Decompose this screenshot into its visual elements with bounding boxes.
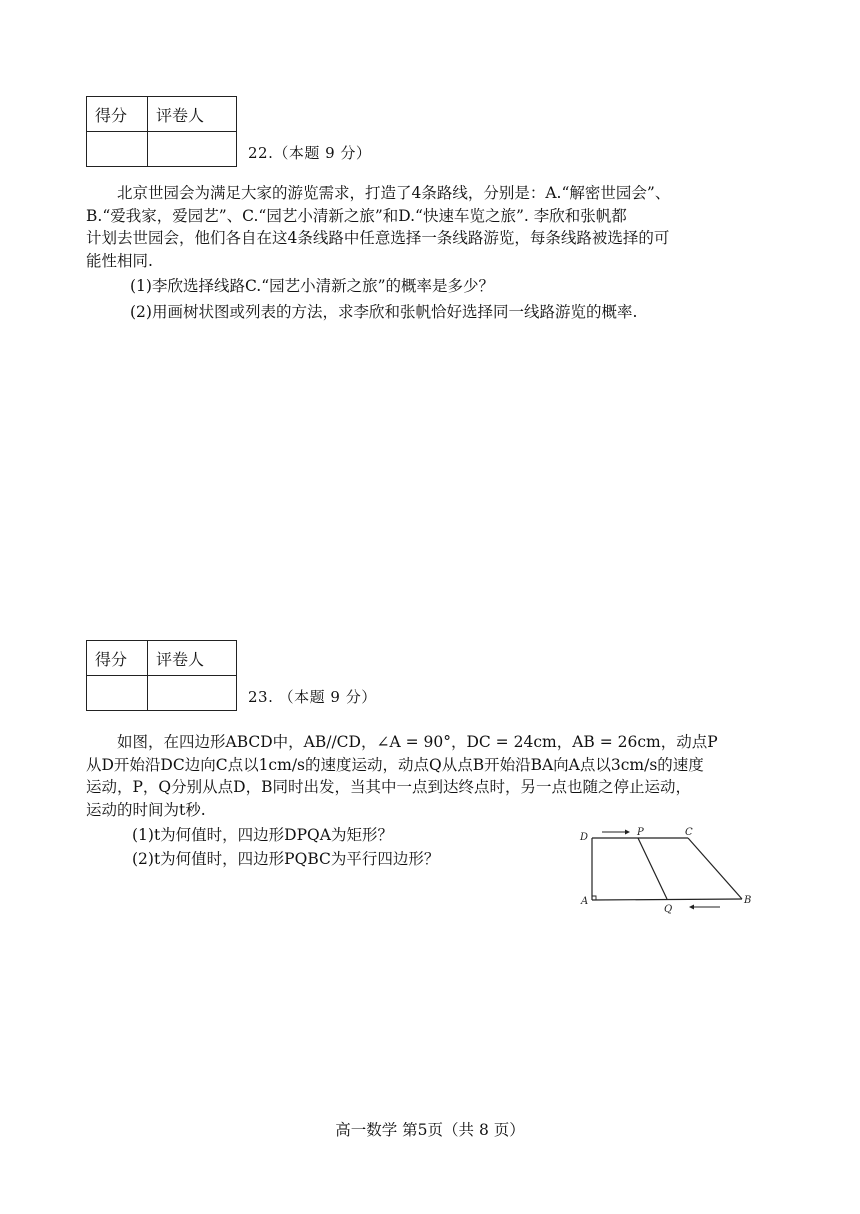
grader-label: 评卷人 bbox=[148, 97, 237, 132]
q23-line-2: 从D开始沿DC边向C点以1cm/s的速度运动，动点Q从点B开始沿BA向A点以3cm/s的速度 bbox=[86, 755, 704, 774]
label-d: D bbox=[580, 832, 589, 843]
q23-subquestion-1: (1)t为何值时，四边形DPQA为矩形？ bbox=[132, 826, 393, 844]
q22-line-2: B.“爱我家，爱园艺”、C.“园艺小清新之旅”和D.“快速车览之旅”. 李欣和张帆都 bbox=[86, 206, 627, 225]
q23-line-4: 运动的时间为t秒. bbox=[86, 800, 206, 819]
grader-label: 评卷人 bbox=[148, 641, 237, 676]
quadrilateral-figure bbox=[575, 826, 760, 916]
label-q: Q bbox=[664, 904, 673, 915]
q23-line-1: 如图，在四边形ABCD中，AB//CD，∠A = 90°，DC = 24cm，AB = 26cm，动点P bbox=[117, 733, 718, 751]
q22-line-4: 能性相同. bbox=[86, 251, 153, 270]
q23-line-3: 运动，P，Q分别从点D，B同时出发，当其中一点到达终点时，另一点也随之停止运动， bbox=[86, 778, 691, 796]
grader-cell[interactable] bbox=[148, 132, 237, 167]
score-table-23 bbox=[86, 640, 237, 711]
question-23-body bbox=[86, 731, 786, 821]
score-cell[interactable] bbox=[87, 132, 148, 167]
label-c: C bbox=[685, 827, 693, 838]
score-label: 得分 bbox=[87, 641, 148, 676]
q22-line-3: 计划去世园会，他们各自在这4条线路中任意选择一条线路游览，每条线路被选择的可 bbox=[86, 229, 670, 247]
score-cell[interactable] bbox=[87, 676, 148, 711]
arrow-left-head bbox=[689, 905, 694, 910]
label-a: A bbox=[581, 896, 589, 907]
arrow-right-head bbox=[625, 830, 630, 835]
score-table-22 bbox=[86, 96, 237, 167]
edge-cb bbox=[688, 838, 742, 899]
score-label: 得分 bbox=[87, 97, 148, 132]
q22-subquestion-1: (1)李欣选择线路C.“园艺小清新之旅”的概率是多少？ bbox=[130, 277, 495, 295]
q23-subquestion-2: (2)t为何值时，四边形PQBC为平行四边形？ bbox=[132, 850, 440, 868]
q22-subquestion-2: (2)用画树状图或列表的方法，求李欣和张帆恰好选择同一线路游览的概率. bbox=[130, 303, 638, 321]
grader-cell[interactable] bbox=[148, 676, 237, 711]
segment-pq bbox=[638, 838, 667, 899]
edge-ab bbox=[592, 899, 742, 900]
question-22-number: 22.（本题 9 分） bbox=[248, 144, 372, 162]
q22-line-1: 北京世园会为满足大家的游览需求，打造了4条路线，分别是：A.“解密世园会”、 bbox=[117, 184, 671, 202]
page-footer: 高一数学 第5页（共 8 页） bbox=[335, 1121, 525, 1139]
label-b: B bbox=[744, 895, 752, 906]
question-23-number: 23. （本题 9 分） bbox=[248, 688, 377, 706]
question-22-body bbox=[86, 182, 786, 272]
label-p: P bbox=[637, 827, 644, 838]
